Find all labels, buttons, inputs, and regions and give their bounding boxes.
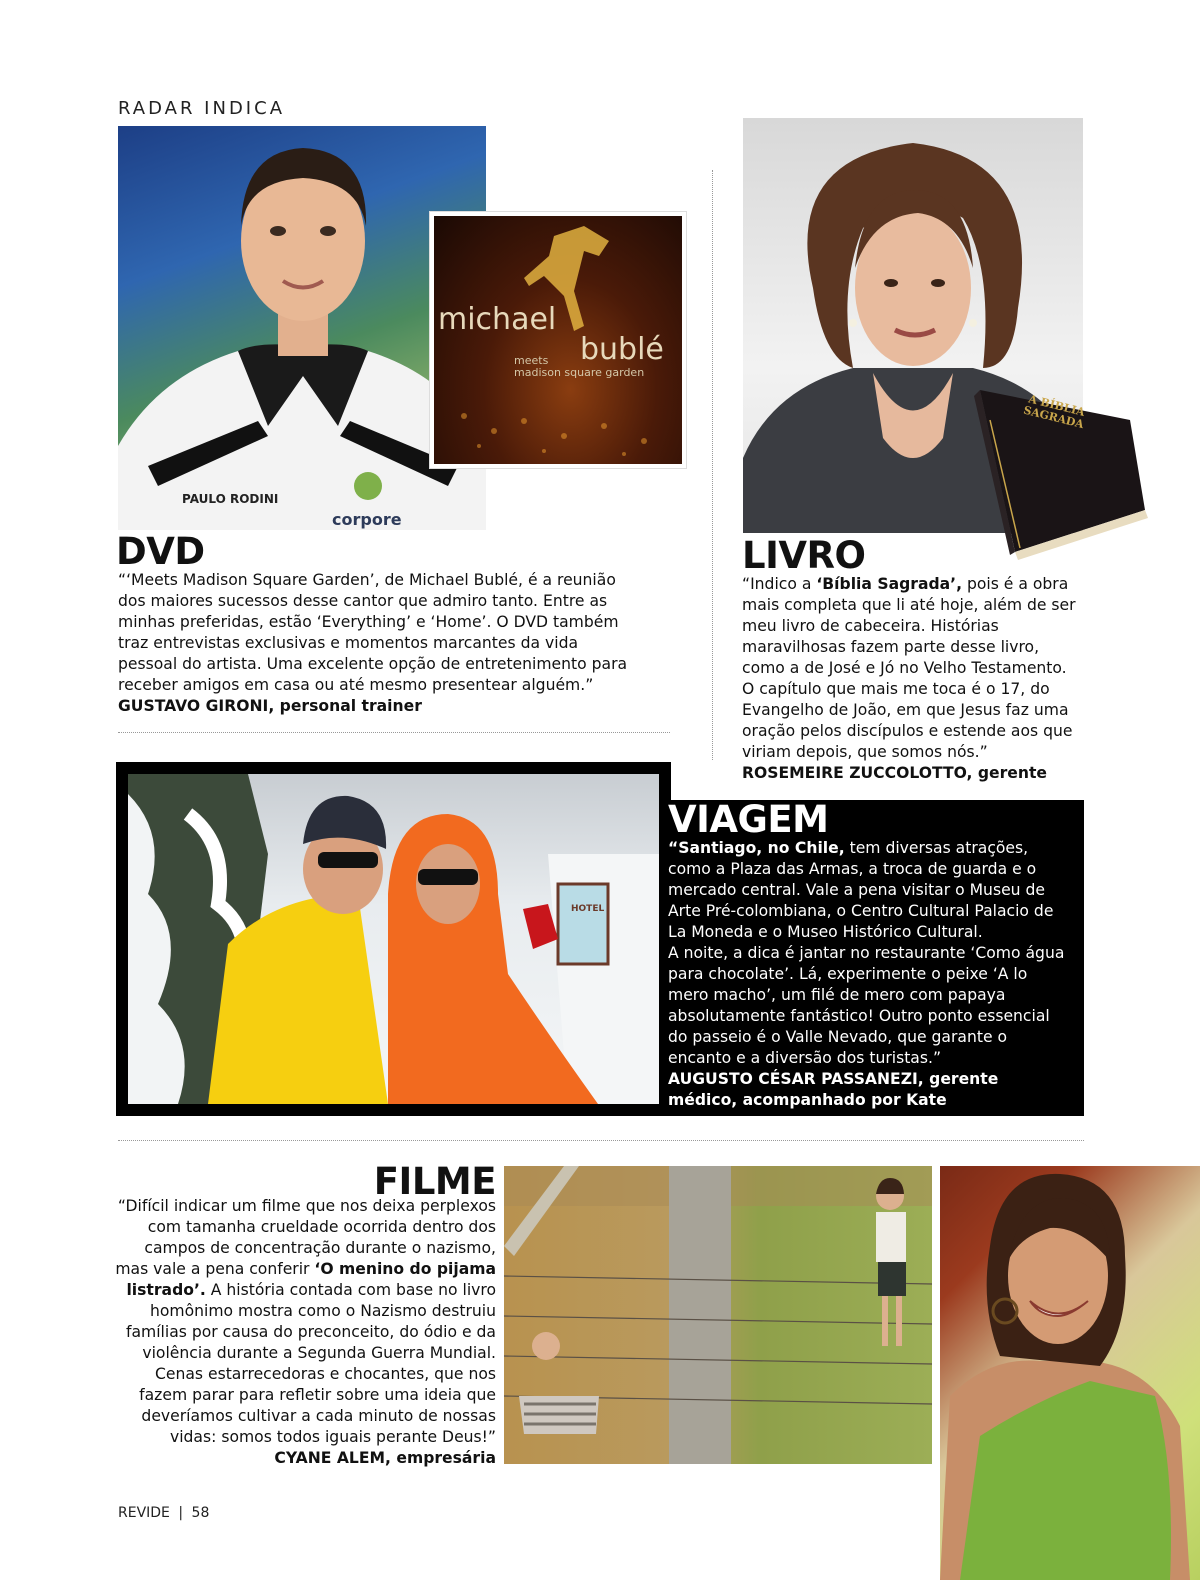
- dvd-quote: “‘Meets Madison Square Garden’, de Michael Bublé, é a reunião dos maiores sucessos desse cantor que admiro tanto. Entre as minhas preferidas, estão ‘Everything’ e ‘Home’. O DVD também traz entrevistas exclusivas e momentos marcantes da vida pessoal do artista. Uma excelente opção de entretenimento para receber amigos em casa ou até mesmo presentear alguém.”: [118, 571, 628, 694]
- section-label: RADAR INDICA: [118, 98, 286, 119]
- livro-text: [742, 574, 1082, 784]
- divider-viagem: [118, 1140, 1084, 1141]
- filme-quote-rest: A história contada com base no livro homônimo mostra como o Nazismo destruiu famílias por causa do preconceito, do ódio e da violência durante a Segunda Guerra Mundial. Cenas estarrecedoras e chocantes, que nos fazem parar para refletir sobre uma ideia que deveríamos cultivar a cada minuto de nossas vidas: somos todos iguais perante Deus!”: [125, 1281, 496, 1446]
- dvd-heading: DVD: [116, 530, 205, 573]
- dvd-cover-title: michael: [438, 302, 557, 337]
- footer-magazine: REVIDE: [118, 1505, 170, 1521]
- viagem-text: [668, 838, 1070, 1111]
- dvd-cover-artist: bublé: [580, 332, 664, 367]
- viagem-couple-photo: [128, 774, 659, 1104]
- filme-quote-bold: ‘O menino do pijama listrado’.: [126, 1260, 496, 1299]
- dvd-credit: GUSTAVO GIRONI, personal trainer: [118, 697, 422, 715]
- livro-credit: ROSEMEIRE ZUCCOLOTTO, gerente: [742, 764, 1047, 782]
- footer-separator: |: [178, 1505, 184, 1521]
- dvd-cover-subtitle: madison square garden: [514, 366, 645, 379]
- shirt-logo-text: corpore: [332, 510, 402, 529]
- livro-quote: [742, 574, 1082, 763]
- viagem-quote: [668, 838, 1070, 943]
- bible-cover-title: A BÍBLIA SAGRADA: [1022, 392, 1087, 432]
- viagem-sign-text: HOTEL: [571, 904, 605, 914]
- divider-vertical: [712, 170, 713, 760]
- filme-credit: CYANE ALEM, empresária: [274, 1449, 496, 1467]
- divider-dvd: [118, 732, 670, 733]
- viagem-quote-rest: tem diversas atrações, como a Plaza das Armas, a troca de guarda e o mercado central. Vale a pena visitar o Museu de Arte Pré-colombiana, o Centro Cultural Palacio de La Moneda e o Museo Histórico Cultural.: [668, 839, 1054, 941]
- livro-quote-rest: pois é a obra mais completa que li até hoje, além de ser meu livro de cabeceira. Histórias maravilhosas fazem parte desse livro, como a de José e Jó no Velho Testamento. O capítulo que mais me toca é o 17, do Evangelho de João, em que Jesus faz uma oração pelos discípulos e estende aos que viriam depois, que somos nós.”: [742, 575, 1076, 761]
- shirt-brand-text: PAULO RODINI: [182, 492, 279, 506]
- filme-heading: FILME: [373, 1160, 496, 1203]
- viagem-quote-bold: “Santiago, no Chile,: [668, 839, 845, 857]
- filme-quote: [108, 1196, 496, 1448]
- livro-quote-bold: ‘Bíblia Sagrada’,: [816, 575, 962, 593]
- bible-image: [960, 380, 1155, 560]
- livro-quote-start: “Indico a: [742, 575, 817, 593]
- filme-person-photo: [940, 1166, 1200, 1580]
- dvd-cover-meets: meets: [514, 354, 549, 367]
- viagem-quote-second: A noite, a dica é jantar no restaurante ‘Como água para chocolate’. Lá, experimente o peixe ‘A lo mero macho’, um filé de mero com papaya absolutamente fantástico! Outro ponto essencial do passeio é o Valle Nevado, que garante o encanto e a diversão dos turistas.”: [668, 944, 1065, 1067]
- livro-heading: LIVRO: [742, 534, 866, 577]
- dvd-cover-image: [430, 212, 686, 468]
- viagem-credit: AUGUSTO CÉSAR PASSANEZI, gerente médico, acompanhado por Kate: [668, 1070, 999, 1109]
- viagem-heading: VIAGEM: [668, 798, 829, 841]
- page-footer: [118, 1505, 209, 1521]
- dvd-text: [118, 570, 640, 717]
- filme-text: [108, 1196, 496, 1469]
- footer-page-number: 58: [191, 1505, 210, 1521]
- filme-quote-start: “Difícil indicar um filme que nos deixa perplexos com tamanha crueldade ocorrida dentro dos campos de concentração durante o nazismo, mas vale a pena conferir: [115, 1197, 496, 1278]
- filme-movie-still: [504, 1166, 932, 1464]
